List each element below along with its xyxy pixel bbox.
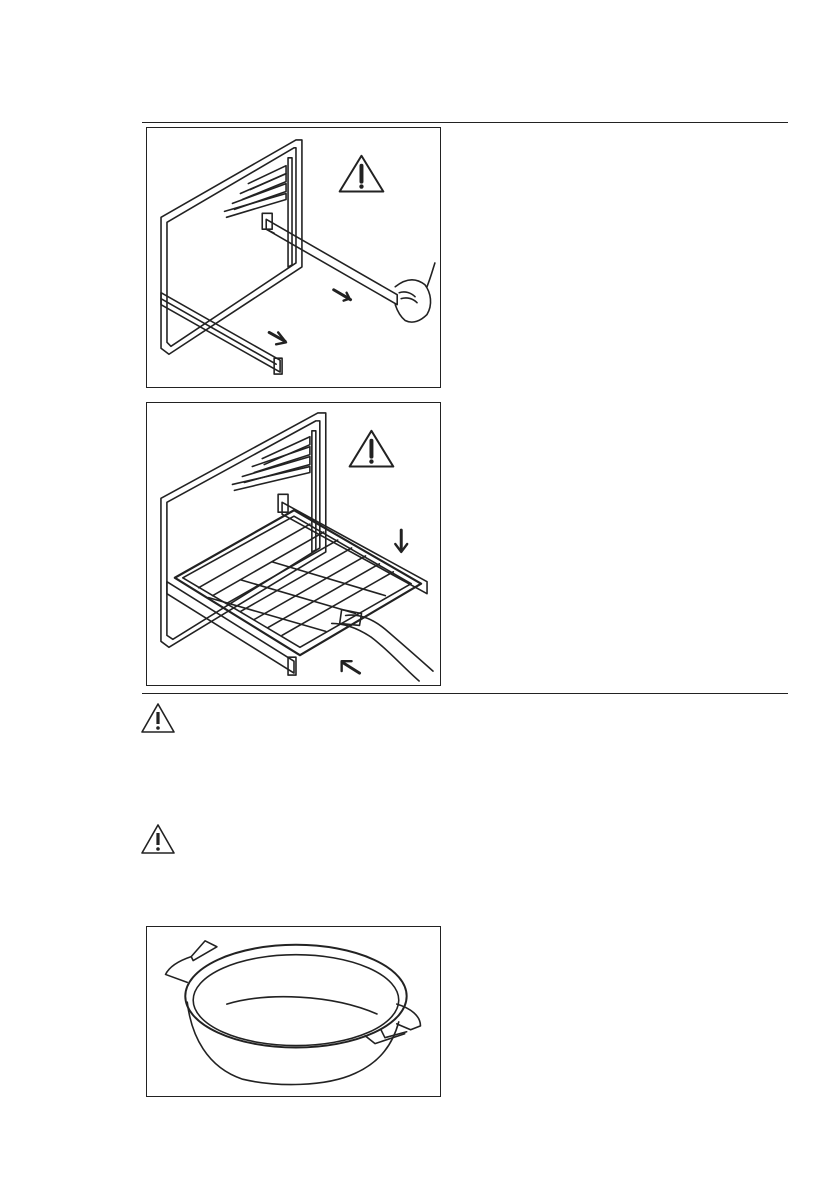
warning-triangle-icon <box>140 823 176 855</box>
warning-triangle-icon <box>350 431 394 467</box>
top-divider <box>142 122 788 123</box>
warning-triangle-icon <box>340 156 384 192</box>
oval-roasting-dish-illustration <box>146 926 441 1097</box>
warning-triangle-icon <box>140 702 176 734</box>
section-divider <box>142 693 788 694</box>
insert-wire-shelf-illustration <box>146 402 441 686</box>
remove-shelf-supports-illustration <box>146 127 441 388</box>
